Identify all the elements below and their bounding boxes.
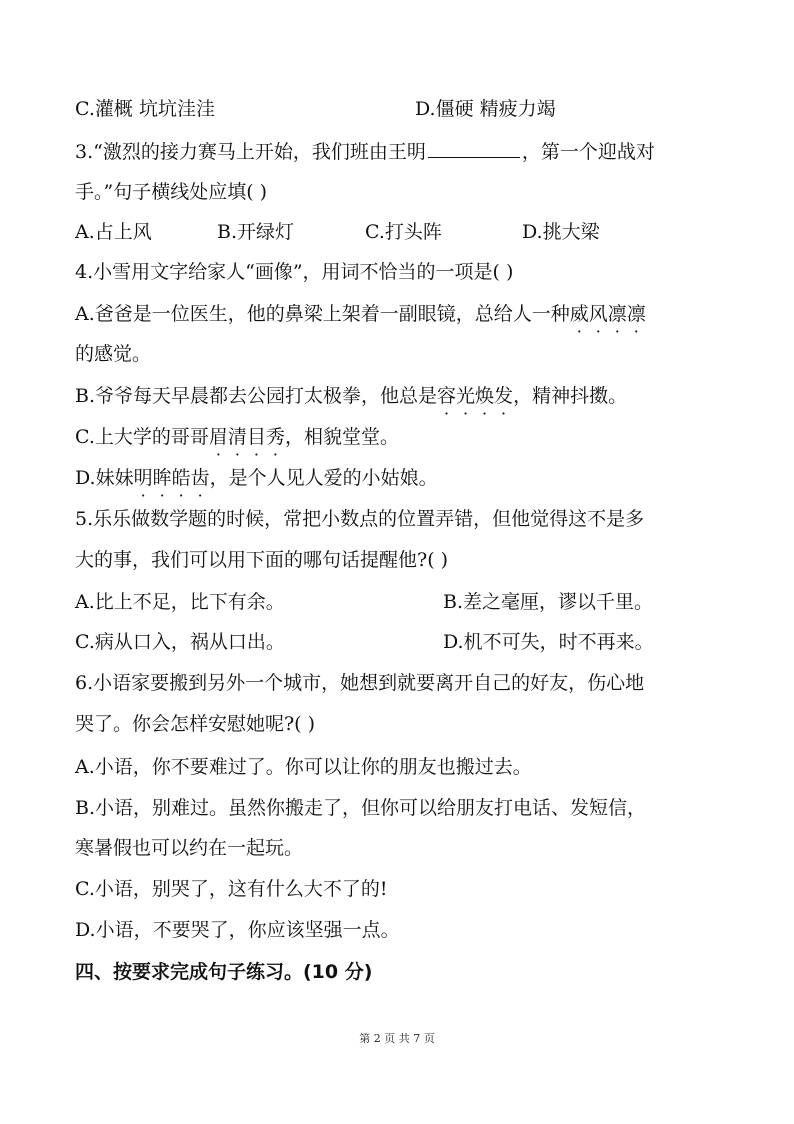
q4-option-d-dotted-word: 明眸皓齿: [133, 467, 210, 489]
q4-option-c-pre: C.上大学的哥哥: [75, 426, 209, 448]
q6-stem-line2: 哭了。你会怎样安慰她呢?( ): [75, 713, 316, 735]
q6-option-b-line2: 寒暑假也可以约在一起玩。: [75, 837, 304, 859]
q3-stem-part2: ，第一个迎战对: [521, 141, 655, 163]
q4-option-b-dotted-word: 容光焕发: [437, 385, 514, 407]
q3-option-c: C.打头阵: [365, 221, 442, 243]
q4-option-a-line1: [75, 302, 646, 326]
answer-blank[interactable]: [428, 141, 520, 158]
q2-options-row2: [75, 97, 215, 121]
q4-option-d-post: ，是个人见人爱的小姑娘。: [209, 467, 438, 489]
q4-option-d: [75, 466, 438, 490]
q6-option-a: A.小语，你不要难过了。你可以让你的朋友也搬过去。: [75, 756, 532, 778]
q4-option-a-text: A.爸爸是一位医生，他的鼻梁上架着一副眼镜，总给人一种: [75, 303, 570, 325]
q5-option-b: B.差之毫厘，谬以千里。: [443, 591, 654, 613]
q3-option-d: D.挑大梁: [522, 221, 600, 243]
q5-stem-line2: 大的事，我们可以用下面的哪句话提醒他?( ): [75, 549, 449, 571]
q2-option-d-wrap: [415, 97, 556, 121]
q5-option-c: C.病从口入，祸从口出。: [75, 631, 285, 653]
q5-option-d: D.机不可失，时不再来。: [443, 631, 654, 653]
q4-stem: 4.小雪用文字给家人“画像”，用词不恰当的一项是( ): [75, 261, 514, 283]
section-4-heading: 四、按要求完成句子练习。(10 分): [75, 961, 373, 983]
q2-option-d: D.僵硬 精疲力竭: [415, 98, 556, 120]
q4-option-a-line2: 的感觉。: [75, 343, 152, 365]
q3-option-a: A.占上风: [75, 221, 152, 243]
q6-option-d: D.小语，不要哭了，你应该坚强一点。: [75, 919, 400, 941]
q3-option-b: B.开绿灯: [217, 221, 295, 243]
q6-option-b-line1: B.小语，别难过。虽然你搬走了，但你可以给朋友打电话、发短信，: [75, 797, 647, 819]
q3-stem-part1: 3.“激烈的接力赛马上开始，我们班由王明: [75, 141, 426, 163]
q4-option-a-dotted-word: 威风凛凛: [569, 303, 646, 325]
q6-stem-line1: 6.小语家要搬到另外一个城市，她想到就要离开自己的好友，伤心地: [75, 672, 645, 694]
q4-option-b-post: ，精神抖擞。: [513, 385, 628, 407]
q3-stem-line1: [75, 140, 655, 164]
q6-option-c: C.小语，别哭了，这有什么大不了的!: [75, 878, 388, 900]
q4-option-b: [75, 384, 627, 408]
q5-option-a: A.比上不足，比下有余。: [75, 591, 285, 613]
q4-option-b-pre: B.爷爷每天早晨都去公园打太极拳，他总是: [75, 385, 438, 407]
q5-stem-line1: 5.乐乐做数学题的时候，常把小数点的位置弄错，但他觉得这不是多: [75, 508, 645, 530]
page-number-footer: 第 2 页 共 7 页: [359, 1032, 435, 1045]
q4-option-c: [75, 425, 399, 449]
q2-option-c: C.灌概 坑坑洼洼: [75, 98, 215, 120]
q3-stem-line2: 手。”句子横线处应填( ): [75, 181, 268, 203]
q4-option-d-pre: D.妹妹: [75, 467, 134, 489]
q4-option-c-dotted-word: 眉清目秀: [208, 426, 285, 448]
q4-option-c-post: ，相貌堂堂。: [284, 426, 399, 448]
